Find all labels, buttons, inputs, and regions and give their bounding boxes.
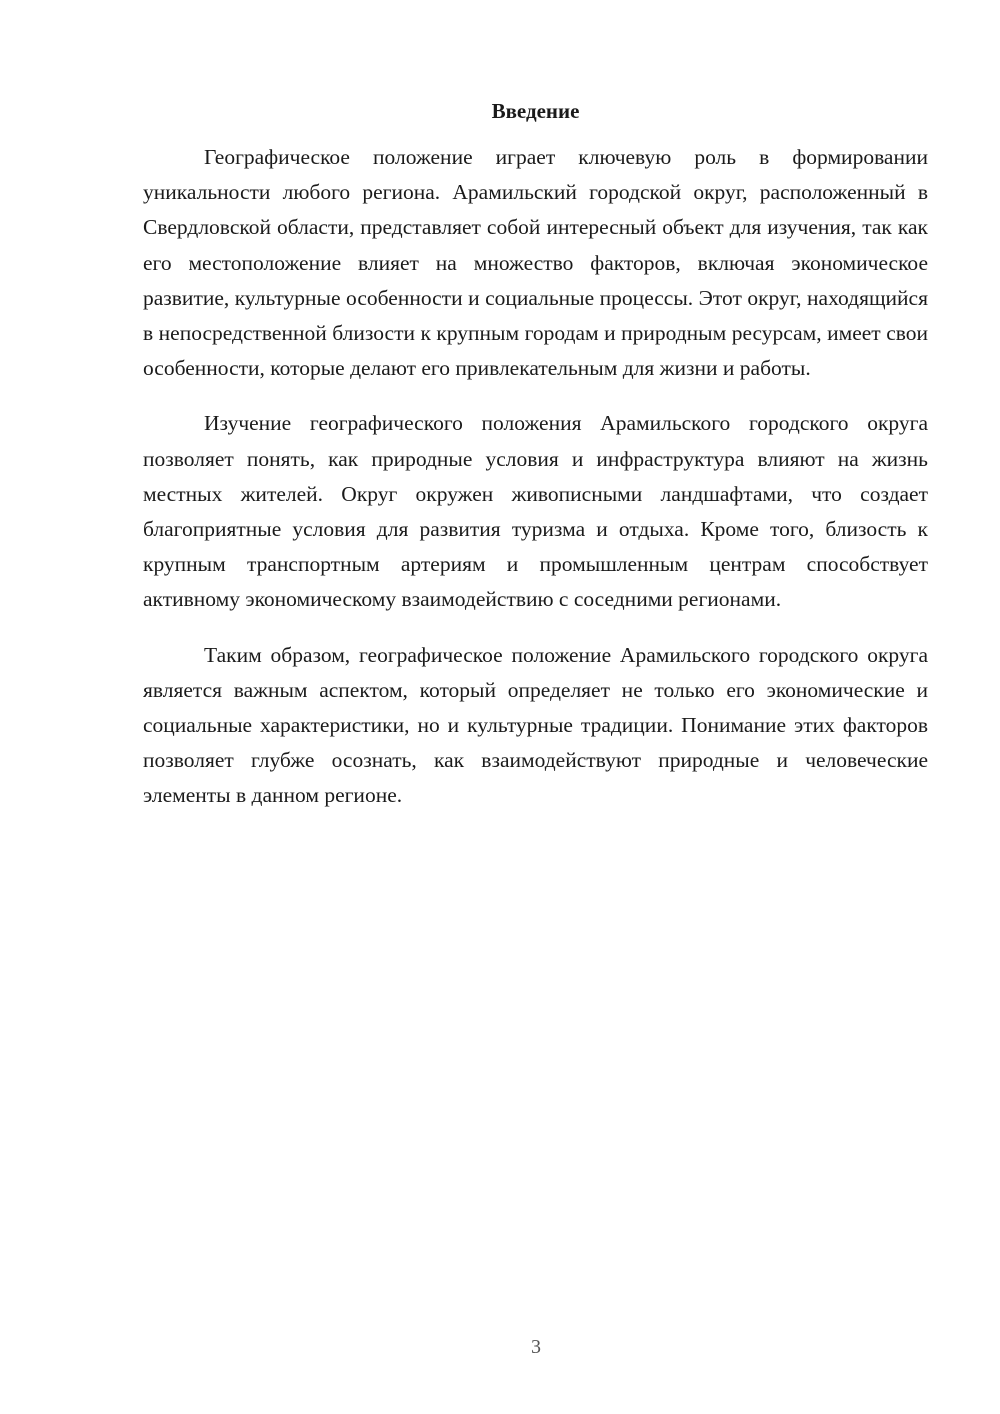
paragraph-2: Изучение географического положения Арамильского городского округа позволяет понять, как природные условия и инфраструктура влияют на жизнь местных жителей. Округ окружен живописными ландшафтами, что создает благоприятные условия для развития туризма и отдыха. Кроме того, близость к крупным транспортным артериям и промышленным центрам способствует активному экономическому взаимодействию с соседними регионами. <box>143 411 928 612</box>
section-heading: Введение <box>491 99 580 123</box>
paragraph-1: Географическое положение играет ключевую роль в формировании уникальности любого региона. Арамильский городской округ, расположенный в Свердловской области, представляет собой интересный объект для изучения, так как его местоположение влияет на множество факторов, включая экономическое развитие, культурные особенности и социальные процессы. Этот округ, находящийся в непосредственной близости к крупным городам и природным ресурсам, имеет свои особенности, которые делают его привлекательным для жизни и работы. <box>143 145 928 381</box>
page-number: 3 <box>531 1336 541 1358</box>
paragraph-3: Таким образом, географическое положение Арамильского городского округа является важным аспектом, который определяет не только его экономические и социальные характеристики, но и культурные традиции. Понимание этих факторов позволяет глубже осознать, как взаимодействуют природные и человеческие элементы в данном регионе. <box>143 642 928 808</box>
page-content <box>143 96 928 834</box>
